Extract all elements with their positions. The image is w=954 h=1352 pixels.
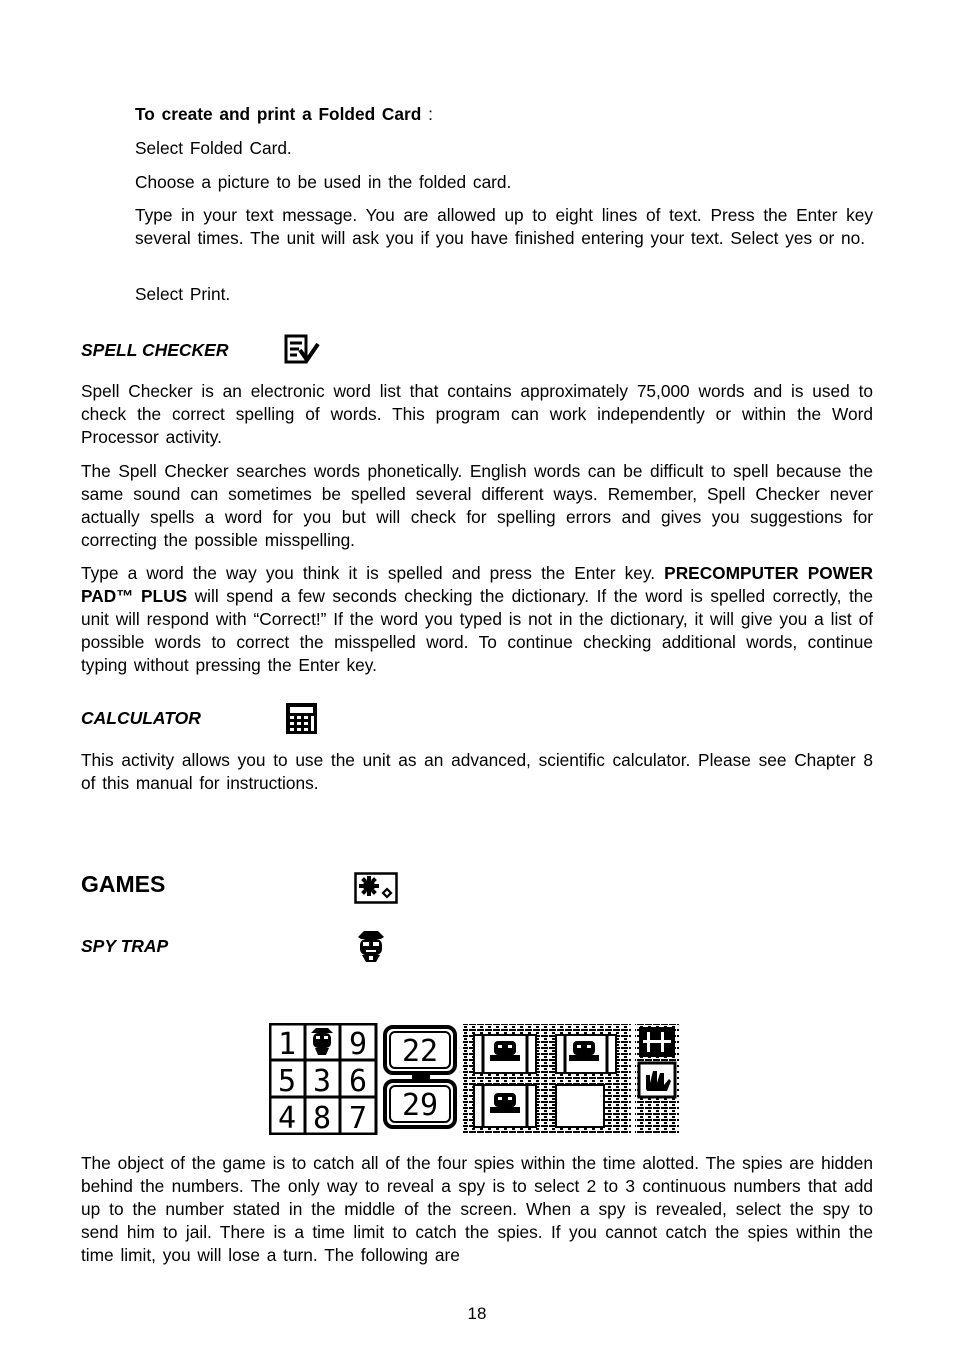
status-column [635, 1024, 679, 1134]
spell-checker-paragraph-2: The Spell Checker searches words phonetically. English words can be difficult to spell because the same sound can sometimes be spelled several different ways. Remember, Spell Checker never actually spells a word for you but will check for spelling errors and gives you suggestions for correcting the possible misspelling. [81, 461, 873, 550]
folded-card-step-2: Choose a picture to be used in the folded card. [135, 172, 512, 192]
spy-trap-heading: SPY TRAP [81, 936, 169, 956]
spell-checker-paragraph-3-end: will spend a few seconds checking the dictionary. If the word is spelled correctly, the unit will respond with “Correct!” If the word you typed is not in the dictionary, it will give you a list of possible words to correct the misspelled word. To continue checking additional words, continue typing without pressing the Enter key. [81, 586, 874, 675]
folded-card-step-4: Select Print. [135, 284, 231, 304]
target-number-panel [385, 1027, 455, 1127]
grid-number: 8 [312, 1101, 332, 1135]
grid-number: 3 [312, 1064, 332, 1099]
spell-checker-icon [284, 334, 320, 366]
spell-checker-paragraph-1: Spell Checker is an electronic word list that contains approximately 75,000 words and is used to check the correct spelling of words. This program can work independently or within the Word Processor activity. [81, 381, 873, 447]
spy-trap-paragraph: The object of the game is to catch all of the four spies within the time alotted. The spies are hidden behind the numbers. The only way to reveal a spy is to select 2 to 3 continuous numbers that add up to the number stated in the middle of the screen. When a spy is revealed, select the spy to send him to jail. There is a time limit to catch the spies. If you cannot catch the spies within the time limit, you will lose a turn. The following are [81, 1153, 873, 1265]
product-name: PRECOMPUTER POWER PAD™ PLUS [81, 563, 873, 606]
folded-card-title: To create and print a Folded Card [135, 104, 422, 124]
grid-number: 5 [277, 1064, 297, 1099]
target-number-top: 22 [401, 1034, 439, 1069]
calculator-paragraph: This activity allows you to use the unit as an advanced, scientific calculator. Please see Chapter 8 of this manual for instructions. [81, 750, 873, 793]
jail-cells [463, 1024, 631, 1134]
grid-number: 4 [277, 1101, 297, 1135]
calculator-heading: CALCULATOR [81, 708, 201, 728]
grid-number: 7 [348, 1101, 368, 1135]
spell-checker-heading: SPELL CHECKER [81, 340, 229, 360]
number-grid [270, 1024, 376, 1135]
spy-icon [354, 929, 388, 963]
spell-checker-paragraph-3 [81, 562, 873, 677]
grid-number: 1 [277, 1027, 297, 1062]
spy-trap-screen-figure [269, 1023, 681, 1135]
spell-checker-paragraph-3-start: Type a word the way you think it is spelled and press the Enter key. [81, 563, 665, 583]
folded-card-title-suffix: : [421, 104, 433, 124]
folded-card-step-3: Type in your text message. You are allowed up to eight lines of text. Press the Enter key several times. The unit will ask you if you have finished entering your text. Select yes or no. [135, 205, 873, 248]
target-number-bottom: 29 [401, 1088, 439, 1123]
folded-card-heading [135, 103, 873, 126]
grid-number: 6 [348, 1064, 368, 1099]
games-icon [354, 872, 398, 904]
page-number: 18 [467, 1304, 487, 1323]
calculator-icon [285, 702, 318, 735]
games-heading: GAMES [81, 871, 166, 897]
grid-number: 9 [348, 1027, 368, 1062]
folded-card-step-1: Select Folded Card. [135, 138, 292, 158]
